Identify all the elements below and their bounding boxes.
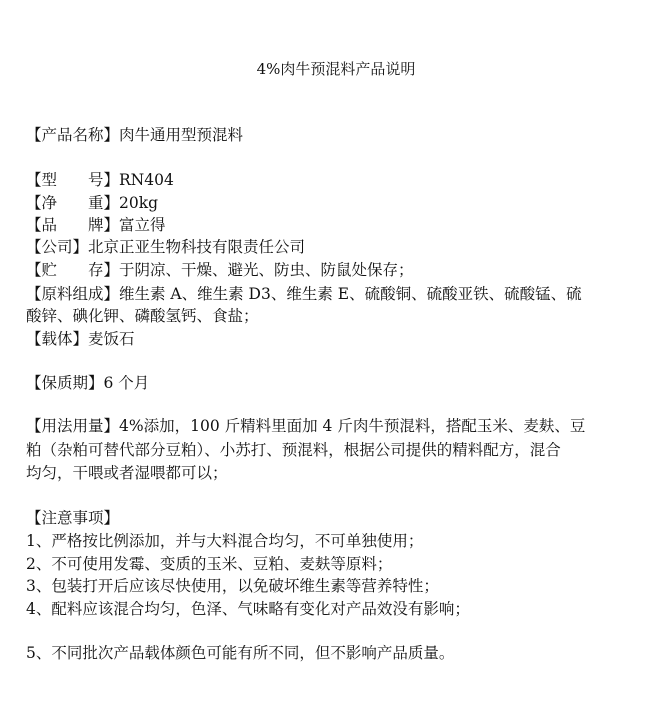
note-item-4: 4、配料应该混合均匀，色泽、气味略有变化对产品效没有影响； (26, 600, 470, 618)
ingredients-line-1: 【原料组成】维生素 A、维生素 D3、维生素 E、硫酸铜、硫酸亚铁、硫酸锰、硫 (26, 285, 582, 303)
storage-line: 【贮 存】于阴凉、干燥、避光、防虫、防鼠处保存； (26, 261, 414, 279)
net-weight-line: 【净 重】20kg (26, 194, 159, 212)
note-item-2: 2、不可使用发霉、变质的玉米、豆粕、麦麸等原料； (26, 555, 393, 573)
usage-line-3: 均匀，干喂或者湿喂都可以； (26, 464, 228, 482)
brand-line: 【品 牌】富立得 (26, 216, 166, 234)
model-line: 【型 号】RN404 (26, 171, 174, 189)
note-item-3: 3、包装打开后应该尽快使用，以免破坏维生素等营养特性； (26, 577, 439, 595)
notes-heading: 【注意事项】 (26, 509, 120, 527)
document-title: 4%肉牛预混料产品说明 (256, 60, 416, 78)
carrier-line: 【载体】麦饭石 (26, 330, 135, 348)
product-name-line: 【产品名称】肉牛通用型预混料 (26, 126, 244, 144)
usage-line-1: 【用法用量】4%添加，100 斤精料里面加 4 斤肉牛预混料，搭配玉米、麦麸、豆 (26, 417, 586, 435)
company-line: 【公司】北京正亚生物科技有限责任公司 (26, 238, 306, 256)
note-item-5: 5、不同批次产品载体颜色可能有所不同，但不影响产品质量。 (26, 644, 455, 662)
note-item-1: 1、严格按比例添加，并与大料混合均匀，不可单独使用； (26, 532, 424, 550)
usage-line-2: 粕（杂粕可替代部分豆粕）、小苏打、预混料，根据公司提供的精料配方，混合 (26, 441, 561, 459)
shelf-life-line: 【保质期】6 个月 (26, 374, 150, 392)
ingredients-line-2: 酸锌、碘化钾、磷酸氢钙、食盐； (26, 307, 259, 325)
